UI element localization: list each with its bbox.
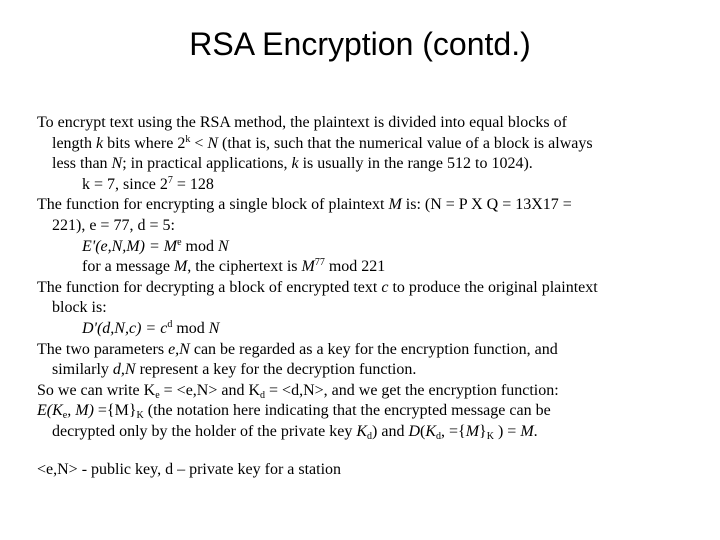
formula-line: $D'(d,N,c) = c^d$ mod N — [82, 318, 220, 337]
body-line: less than N; in practical applications, k is usually in the range 512 to 1024). — [52, 155, 533, 173]
body-line: 221), e = 77, d = 5: — [52, 216, 175, 234]
formula-line: $E'(e,N,M) = M^e$ mod N — [82, 236, 229, 255]
body-line: So we can write $K_e = <e,N>$ and $K_d = <d,N>$, and we get the encryption function: — [37, 381, 559, 401]
footer-note: <e,N> - public key, d – private key for a station — [37, 460, 342, 478]
body-line: The function for encrypting a single block of plaintext M is: (N = P X Q = 13X17 = — [37, 196, 572, 214]
body-line: length k bits where $2^k < N$ (that is, such that the numerical value of a block is always — [52, 133, 593, 152]
body-line: similarly d,N represent a key for the decryption function. — [52, 361, 417, 379]
body-line: The two parameters e,N can be regarded as a key for the encryption function, and — [37, 340, 558, 358]
body-line: block is: — [52, 299, 107, 317]
example-line: for a message M, the ciphertext is $M^{77}$ mod 221 — [82, 257, 386, 276]
body-line: To encrypt text using the RSA method, the plaintext is divided into equal blocks of — [37, 114, 567, 131]
slide-body — [37, 113, 687, 480]
slide-title: RSA Encryption (contd.) — [189, 26, 531, 62]
example-line: k = 7, since $2^7 = 128$ — [82, 174, 214, 193]
body-line: The function for decrypting a block of encrypted text c to produce the original plaintext — [37, 278, 598, 296]
body-line: decrypted only by the holder of the private key $K_d$) and $D(K_d$, $=\{M\}_K$ ) = M. — [52, 422, 538, 442]
body-line: $E(K_e$, $M) =\{M\}_K$ (the notation here indicating that the encrypted message can be — [37, 402, 551, 422]
